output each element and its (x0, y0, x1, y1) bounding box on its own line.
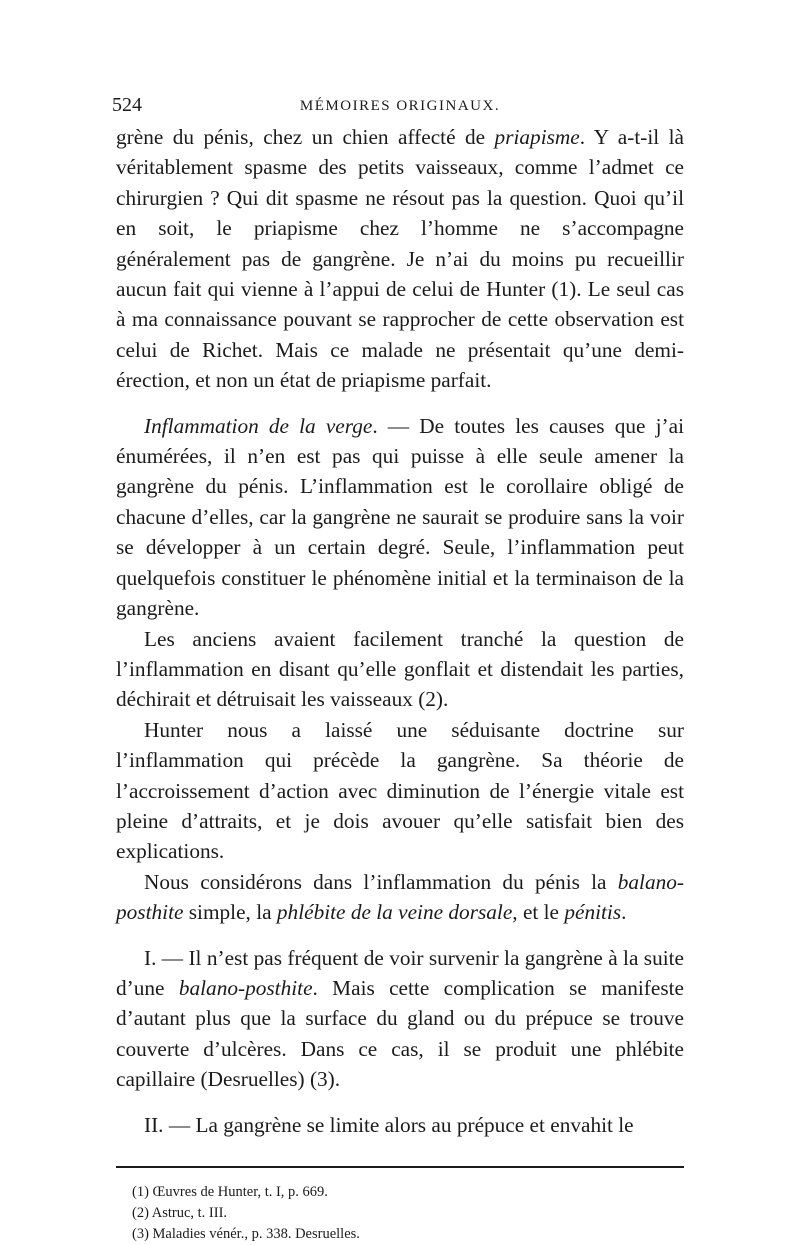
footnotes (116, 1182, 684, 1245)
text-run: . Mais cette complication se manifeste d’autant plus que la surface du gland ou du prépuce se trouve couverte d’ulcères. Dans ce cas, il se produit une phlébite capillaire (Desruelles) (3). (116, 975, 684, 1092)
paragraph (116, 624, 684, 715)
running-title: MÉMOIRES ORIGINAUX. (299, 98, 501, 114)
italic-text: pénitis (564, 900, 622, 925)
footnote: (1) Œuvres de Hunter, t. I, p. 669. (132, 1184, 328, 1200)
footnote: (3) Maladies vénér., p. 338. Desruelles. (132, 1226, 360, 1242)
text-run: . (621, 900, 627, 925)
footnote: (2) Astruc, t. III. (132, 1205, 228, 1221)
italic-text: balano-posthite (116, 869, 684, 925)
text-run: Les anciens avaient facilement tranché la question de l’inflammation en disant qu’elle gonflait et distendait les parties, déchirait et détruisait les vaisseaux (2). (116, 626, 684, 712)
text-run: grène du pénis, chez un chien affecté de (116, 125, 495, 149)
footnote-rule (116, 1166, 684, 1168)
paragraph (116, 715, 684, 867)
body-text (116, 122, 684, 1140)
book-page (112, 92, 684, 1245)
paragraph (116, 943, 684, 1095)
text-run: II. — La gangrène se limite alors au prépuce et envahit le (144, 1112, 634, 1137)
page-number: 524 (112, 94, 142, 116)
italic-text: Inflammation de la verge (144, 413, 373, 438)
paragraph (116, 122, 684, 396)
italic-text: phlébite de la veine dorsale (276, 900, 513, 925)
paragraph (116, 1110, 684, 1140)
text-run: Nous considérons dans l’inflammation du pénis la (144, 869, 618, 894)
text-run: Hunter nous a laissé une séduisante doctrine sur l’inflammation qui précède la gangrène. Sa théorie de l’accroissement d’action avec diminution de l’énergie vitale est pleine d’attraits, et je dois avouer qu’elle satisfait bien des explications. (116, 717, 684, 864)
paragraph (116, 867, 684, 928)
italic-text: priapisme (494, 125, 580, 149)
running-head (112, 92, 684, 122)
text-run: , et le (512, 900, 565, 925)
text-run: simple, la (183, 900, 277, 925)
italic-text: balano-posthite (178, 975, 313, 1000)
paragraph (116, 411, 684, 624)
text-run: . — De toutes les causes que j’ai énumérées, il n’en est pas qui puisse à elle seule amener la gangrène du pénis. L’inflammation est le corollaire obligé de chacune d’elles, car la gangrène ne saurait se produire sans la voir se développer à un certain degré. Seule, l’inflammation peut quelquefois constituer le phénomène initial et la terminaison de la gangrène. (116, 413, 684, 621)
text-run: I. — Il n’est pas fréquent de voir survenir la gangrène à la suite d’une (116, 945, 684, 1000)
text-run: . Y a-t-il là véritablement spasme des petits vaisseaux, comme l’admet ce chirurgien ? Qui dit spasme ne résout pas la question. Quoi qu’il en soit, le priapisme chez l’homme ne s’accompagne généralement pas de gangrène. Je n’ai du moins pu recueillir aucun fait qui vienne à l’appui de celui de Hunter (1). Le seul cas à ma connaissance pouvant se rapprocher de cette observation est celui de Richet. Mais ce malade ne présentait qu’une demi-érection, et non un état de priapisme parfait. (116, 125, 684, 393)
